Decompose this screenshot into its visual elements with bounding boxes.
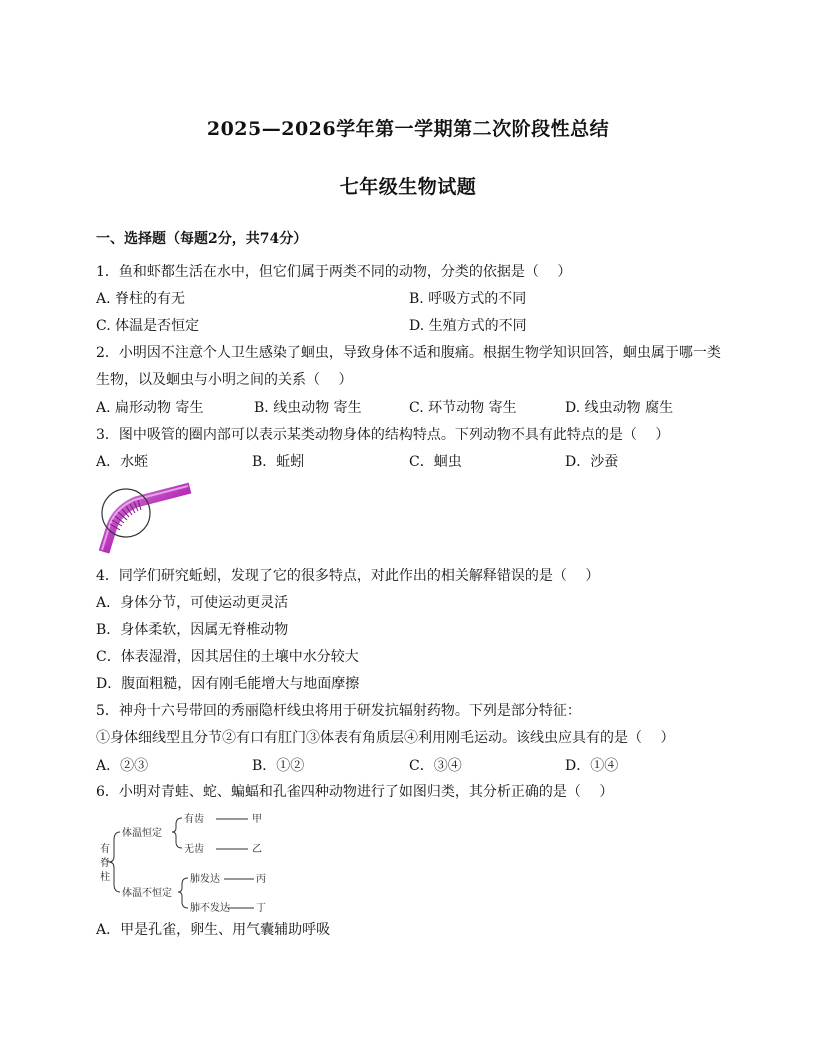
question-5-option-b: B．①② [252, 758, 305, 774]
bent-straw-figure [96, 480, 196, 556]
question-5-option-c: C．③④ [409, 758, 462, 774]
exam-subtitle: 七年级生物试题 [339, 176, 477, 198]
diagram-root-char3: 柱 [100, 872, 110, 883]
section-heading: 一、选择题（每题2分，共74分） [96, 231, 308, 247]
question-5-option-d: D．①④ [565, 758, 619, 774]
question-3-option-a: A．水蛭 [96, 454, 149, 470]
diagram-leaf4-trait: 肺不发达 [190, 903, 230, 914]
diagram-root-char2: 脊 [100, 858, 110, 869]
question-3-option-d: D．沙蚕 [565, 454, 619, 470]
question-4-option-d: D．腹面粗糙，因有刚毛能增大与地面摩擦 [96, 676, 360, 692]
diagram-leaf2-label: 乙 [252, 844, 262, 855]
diagram-leaf1-label: 甲 [252, 814, 262, 825]
question-3-option-c: C．蛔虫 [409, 454, 462, 470]
question-5-stem-line1: 5．神舟十六号带回的秀丽隐杆线虫将用于研发抗辐射药物。下列是部分特征： [96, 703, 581, 719]
question-4-option-b: B．身体柔软，因属无脊椎动物 [96, 622, 289, 638]
diagram-group2: 体温不恒定 [122, 888, 172, 899]
question-4-option-c: C．体表湿滑，因其居住的土壤中水分较大 [96, 649, 359, 665]
question-2-option-d: D. 线虫动物 腐生 [565, 400, 674, 416]
question-2-option-c: C. 环节动物 寄生 [409, 400, 517, 416]
question-3-stem: 3．图中吸管的圈内部可以表示某类动物身体的结构特点。下列动物不具有此特点的是（ ） [96, 427, 670, 443]
question-6-option-a: A．甲是孔雀，卵生、用气囊辅助呼吸 [96, 922, 331, 938]
question-4-stem: 4．同学们研究蚯蚓，发现了它的很多特点，对此作出的相关解释错误的是（ ） [96, 568, 600, 584]
question-3-option-b: B．蚯蚓 [252, 454, 305, 470]
question-2-stem-line2: 生物，以及蛔虫与小明之间的关系（ ） [96, 372, 353, 388]
question-2-option-a: A. 扁形动物 寄生 [96, 400, 204, 416]
question-6-stem: 6．小明对青蛙、蛇、蝙蝠和孔雀四种动物进行了如图归类，其分析正确的是（ ） [96, 784, 614, 800]
question-2-stem-line1: 2．小明因不注意个人卫生感染了蛔虫，导致身体不适和腹痛。根据生物学知识回答，蛔虫属于哪一类 [96, 345, 721, 361]
diagram-leaf2-trait: 无齿 [184, 844, 204, 855]
diagram-root-char1: 有 [100, 844, 110, 855]
question-1-option-b: B. 呼吸方式的不同 [409, 291, 527, 307]
question-1-option-c: C. 体温是否恒定 [96, 318, 200, 334]
question-2-option-b: B. 线虫动物 寄生 [254, 400, 362, 416]
classification-diagram [96, 810, 296, 914]
exam-title: 2025—2026学年第一学期第二次阶段性总结 [206, 118, 610, 140]
question-5-stem-line2: ①身体细线型且分节②有口有肛门③体表有角质层④利用刚毛运动。该线虫应具有的是（ ） [96, 730, 675, 746]
question-5-option-a: A．②③ [96, 758, 149, 774]
diagram-group1: 体温恒定 [122, 828, 162, 839]
question-4-option-a: A．身体分节，可使运动更灵活 [96, 595, 289, 611]
question-1-option-a: A. 脊柱的有无 [96, 291, 186, 307]
diagram-leaf4-label: 丁 [256, 903, 266, 914]
question-1-option-d: D. 生殖方式的不同 [409, 318, 527, 334]
diagram-leaf3-trait: 肺发达 [190, 874, 220, 885]
diagram-leaf1-trait: 有齿 [184, 814, 204, 825]
question-1-stem: 1．鱼和虾都生活在水中，但它们属于两类不同的动物，分类的依据是（ ） [96, 264, 572, 280]
diagram-leaf3-label: 丙 [256, 874, 266, 885]
